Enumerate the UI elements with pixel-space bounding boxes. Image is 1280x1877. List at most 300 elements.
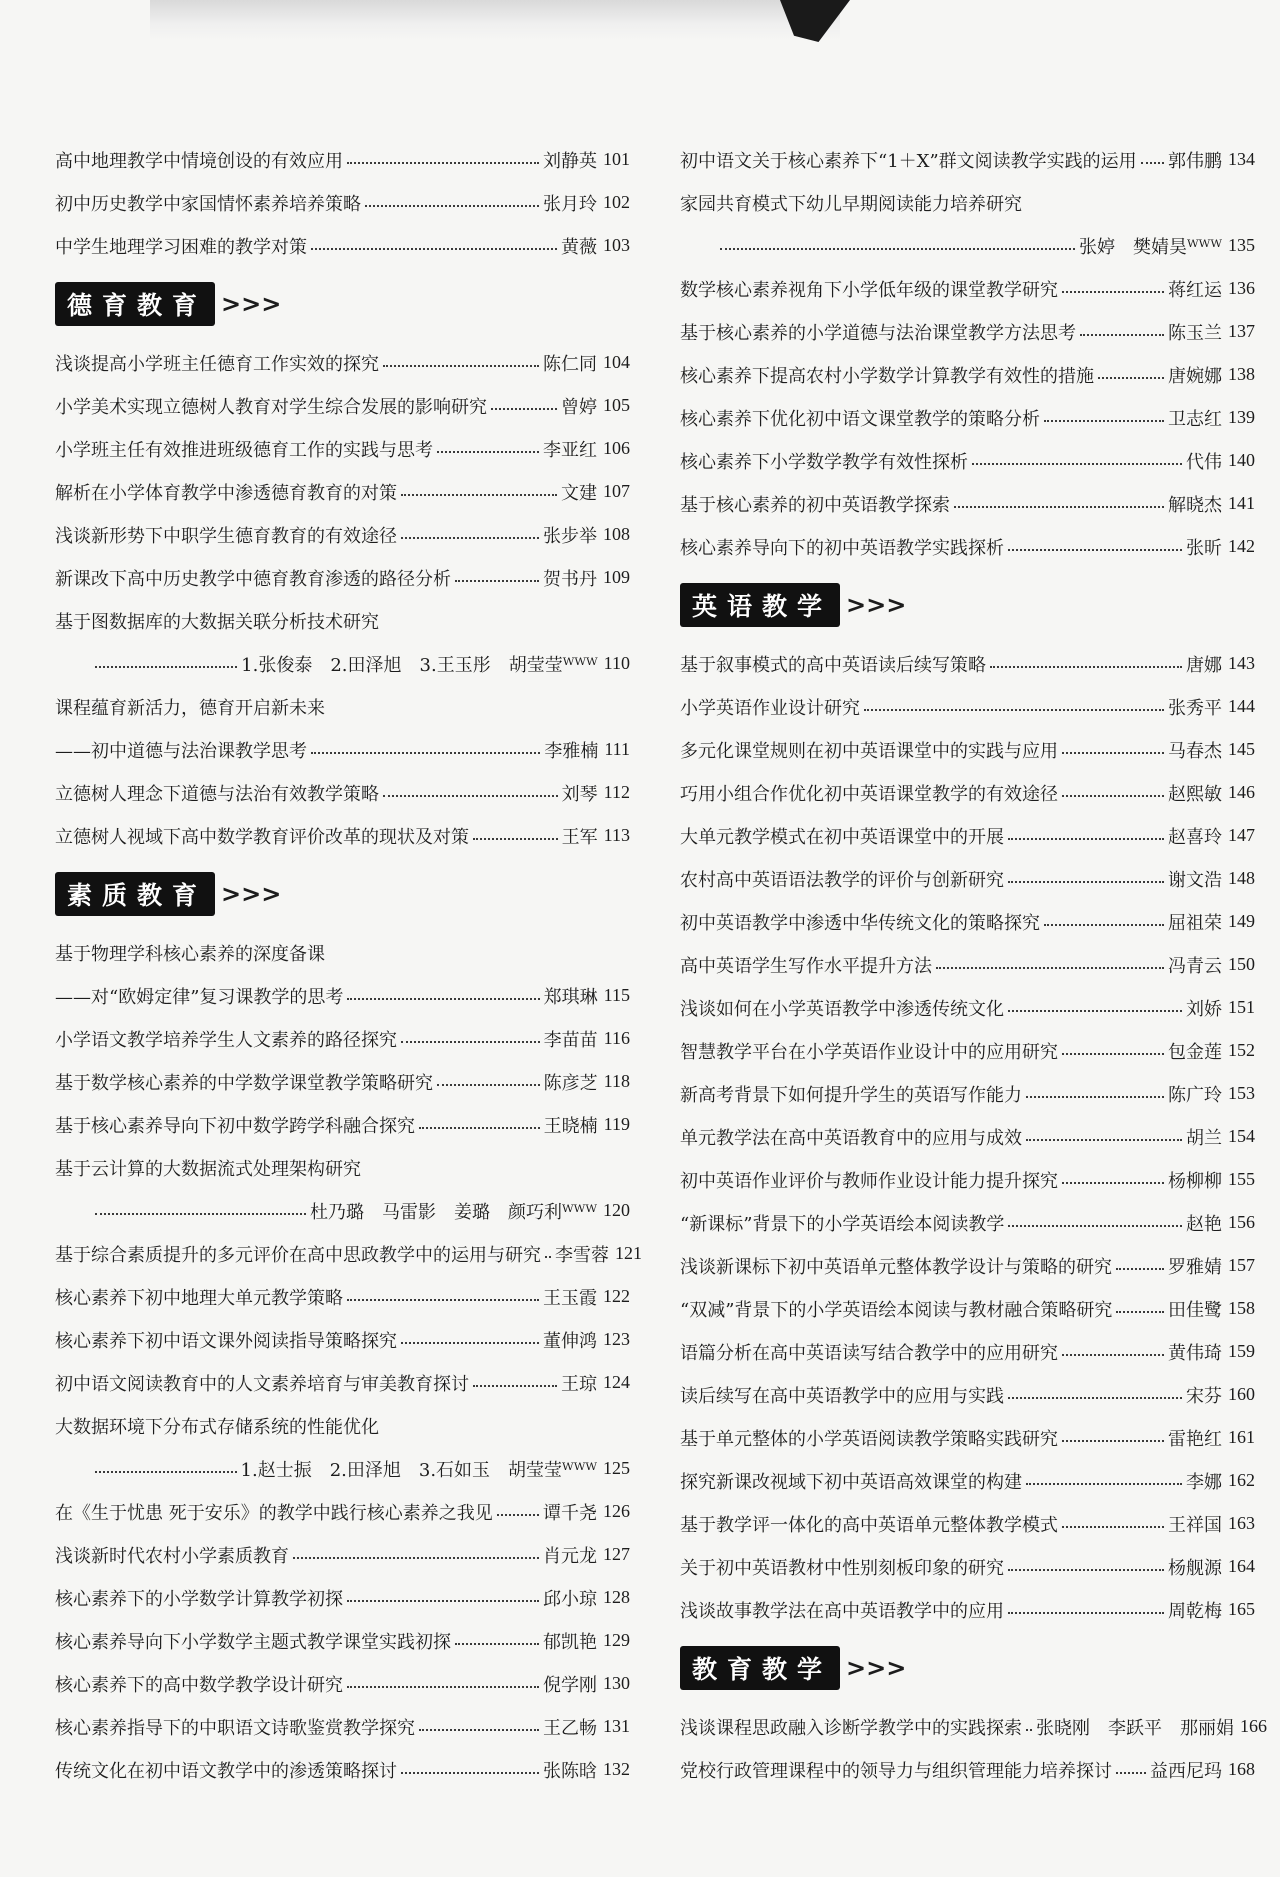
- dot-leader: [401, 531, 539, 539]
- entry-page: 154: [1228, 1126, 1255, 1146]
- dot-leader: [1026, 1477, 1182, 1485]
- entry-author: 谢文浩: [1168, 869, 1222, 891]
- toc-entry: [55, 1404, 630, 1447]
- entry-title: 核心素养下优化初中语文课堂教学的策略分析: [680, 408, 1040, 430]
- entry-author: 冯青云: [1168, 955, 1222, 977]
- section-title: 素质教育: [55, 872, 215, 916]
- entry-title: 单元教学法在高中英语教育中的应用与成效: [680, 1127, 1022, 1149]
- entry-title: 课程蕴育新活力，德育开启新未来: [55, 697, 325, 719]
- dot-leader: [437, 1078, 540, 1086]
- entry-title: 大数据环境下分布式存储系统的性能优化: [55, 1416, 379, 1438]
- dot-leader: [1008, 1563, 1164, 1571]
- entry-page: 129: [603, 1630, 630, 1650]
- entry-author: 蒋红运: [1168, 279, 1222, 301]
- toc-entry: [680, 181, 1255, 224]
- entry-title: “双减”背景下的小学英语绘本阅读与教材融合策略研究: [680, 1299, 1113, 1321]
- toc-entry: [680, 1705, 1267, 1748]
- toc-entry: [55, 1146, 630, 1189]
- toc-entry: [680, 353, 1255, 396]
- toc-entry: [680, 1502, 1255, 1545]
- dot-leader: [293, 1551, 539, 1559]
- toc-entry: [680, 857, 1255, 900]
- entry-page: 125: [603, 1458, 630, 1478]
- entry-author: 谭千尧: [543, 1502, 597, 1524]
- entry-page: 106: [603, 438, 630, 458]
- entry-author: 张婷 樊婧昊ᵂᵂᵂ: [1079, 236, 1222, 258]
- entry-title: 基于单元整体的小学英语阅读教学策略实践研究: [680, 1428, 1058, 1450]
- entry-title: 核心素养下初中语文课外阅读指导策略探究: [55, 1330, 397, 1352]
- entry-author: 胡兰: [1186, 1127, 1222, 1149]
- entry-title: 浅谈如何在小学英语教学中渗透传统文化: [680, 998, 1004, 1020]
- entry-title: 传统文化在初中语文教学中的渗透策略探讨: [55, 1760, 397, 1782]
- entry-page: 130: [603, 1673, 630, 1693]
- entry-title: 新课改下高中历史教学中德育教育渗透的路径分析: [55, 568, 451, 590]
- entry-title: ——初中道德与法治课教学思考: [55, 740, 307, 762]
- dot-leader: [95, 1465, 237, 1473]
- entry-author: 郁凯艳: [543, 1631, 597, 1653]
- toc-entry: [55, 1705, 630, 1748]
- entry-author: 邱小琼: [543, 1588, 597, 1610]
- entry-title: 初中英语教学中渗透中华传统文化的策略探究: [680, 912, 1040, 934]
- entry-page: 136: [1228, 278, 1255, 298]
- entry-title: 核心素养导向下的初中英语教学实践探析: [680, 537, 1004, 559]
- toc-entry: [55, 1533, 630, 1576]
- toc-entry: [680, 1115, 1255, 1158]
- entry-page: 122: [603, 1286, 630, 1306]
- dot-leader: [473, 832, 558, 840]
- entry-page: 139: [1228, 407, 1255, 427]
- entry-title: 基于核心素养的小学道德与法治课堂教学方法思考: [680, 322, 1076, 344]
- entry-author: 李雅楠: [544, 740, 599, 762]
- entry-page: 102: [603, 192, 630, 212]
- entry-title: 小学美术实现立德树人教育对学生综合发展的影响研究: [55, 396, 487, 418]
- entry-page: 160: [1228, 1384, 1255, 1404]
- dot-leader: [1044, 414, 1164, 422]
- page-top-band: [150, 0, 840, 40]
- dot-leader: [473, 1379, 557, 1387]
- dot-leader: [1080, 328, 1164, 336]
- toc-entry: [55, 1361, 630, 1404]
- entry-author: 雷艳红: [1168, 1428, 1222, 1450]
- entry-title: 立德树人理念下道德与法治有效教学策略: [55, 783, 379, 805]
- entry-title: ——对“欧姆定律”复习课教学的思考: [55, 986, 344, 1008]
- dot-leader: [1116, 1305, 1164, 1313]
- entry-author: 赵艳: [1186, 1213, 1222, 1235]
- dot-leader: [401, 1336, 539, 1344]
- toc-entry: [680, 1072, 1255, 1115]
- toc-right-column: [680, 138, 1267, 1791]
- dot-leader: [383, 789, 558, 797]
- entry-title: 初中语文阅读教育中的人文素养培育与审美教育探讨: [55, 1373, 469, 1395]
- dot-leader: [1062, 1176, 1164, 1184]
- toc-entry: [55, 181, 630, 224]
- toc-entry: [680, 814, 1255, 857]
- toc-entry: [55, 1017, 630, 1060]
- dot-leader: [1062, 1348, 1164, 1356]
- dot-leader: [401, 1035, 540, 1043]
- entry-page: 164: [1228, 1556, 1255, 1576]
- entry-page: 145: [1228, 739, 1255, 759]
- toc-entry: [680, 525, 1255, 568]
- entry-title: 初中历史教学中家国情怀素养培养策略: [55, 193, 361, 215]
- entry-author: 赵熙敏: [1168, 783, 1222, 805]
- entry-title: 浅谈新时代农村小学素质教育: [55, 1545, 289, 1567]
- dot-leader: [936, 961, 1164, 969]
- dot-leader: [95, 660, 237, 668]
- entry-author: 王玉霞: [543, 1287, 597, 1309]
- entry-page: 131: [603, 1716, 630, 1736]
- toc-entry: [680, 1287, 1255, 1330]
- entry-author: 黄伟琦: [1168, 1342, 1222, 1364]
- entry-author: 刘琴: [561, 783, 598, 805]
- dot-leader: [1062, 746, 1164, 754]
- entry-author: 倪学刚: [543, 1674, 597, 1696]
- entry-page: 101: [603, 149, 630, 169]
- entry-author: 王晓楠: [543, 1115, 598, 1137]
- entry-title: 高中英语学生写作水平提升方法: [680, 955, 932, 977]
- dot-leader: [1026, 1723, 1032, 1731]
- toc-entry: [55, 1189, 630, 1232]
- toc-entry: [680, 224, 1255, 267]
- entry-page: 119: [603, 1114, 630, 1134]
- toc-entry: [55, 341, 630, 384]
- entry-author: 曾婷: [561, 396, 597, 418]
- entry-page: 156: [1228, 1212, 1255, 1232]
- entry-page: 132: [603, 1759, 630, 1779]
- entry-title: “新课标”背景下的小学英语绘本阅读教学: [680, 1213, 1005, 1235]
- toc-entry: [680, 900, 1255, 943]
- dot-leader: [401, 1766, 539, 1774]
- entry-title: 核心素养下的小学数学计算教学初探: [55, 1588, 343, 1610]
- toc-entry: [680, 396, 1255, 439]
- toc-entry: [55, 1748, 630, 1791]
- dot-leader: [1116, 1766, 1146, 1774]
- entry-page: 104: [603, 352, 630, 372]
- entry-title: 基于教学评一体化的高中英语单元整体教学模式: [680, 1514, 1058, 1536]
- entry-author: 包金莲: [1168, 1041, 1222, 1063]
- section-header: [680, 574, 1255, 636]
- entry-page: 107: [603, 481, 630, 501]
- entry-title: 新高考背景下如何提升学生的英语写作能力: [680, 1084, 1022, 1106]
- entry-title: 核心素养导向下小学数学主题式教学课堂实践初探: [55, 1631, 451, 1653]
- toc-entry: [680, 771, 1255, 814]
- entry-page: 112: [603, 782, 630, 802]
- dot-leader: [972, 457, 1182, 465]
- toc-entry: [680, 482, 1255, 525]
- dot-leader: [1008, 1606, 1164, 1614]
- entry-title: 数学核心素养视角下小学低年级的课堂教学研究: [680, 279, 1058, 301]
- toc-entry: [55, 642, 630, 685]
- entry-page: 121: [615, 1243, 642, 1263]
- toc-entry: [55, 1490, 630, 1533]
- toc-entry: [680, 1158, 1255, 1201]
- entry-author: 陈彦芝: [543, 1072, 598, 1094]
- entry-page: 142: [1228, 536, 1255, 556]
- toc-entry: [680, 986, 1255, 1029]
- entry-page: 163: [1228, 1513, 1255, 1533]
- dot-leader: [1062, 789, 1164, 797]
- dot-leader: [545, 1250, 551, 1258]
- entry-author: 张陈晗: [543, 1760, 597, 1782]
- dot-leader: [383, 359, 539, 367]
- entry-author: 李亚红: [543, 439, 597, 461]
- entry-author: 宋芬: [1186, 1385, 1222, 1407]
- toc-entry: [55, 771, 630, 814]
- entry-title: 基于物理学科核心素养的深度备课: [55, 943, 325, 965]
- toc-entry: [680, 1330, 1255, 1373]
- dot-leader: [497, 1508, 539, 1516]
- section-arrows: >>>: [846, 1654, 907, 1682]
- entry-title: 浅谈新课标下初中英语单元整体教学设计与策略的研究: [680, 1256, 1112, 1278]
- toc-entry: [680, 685, 1255, 728]
- toc-entry: [680, 1588, 1255, 1631]
- dot-leader: [954, 500, 1164, 508]
- toc-entry: [680, 943, 1255, 986]
- toc-entry: [55, 1619, 630, 1662]
- toc-entry: [55, 974, 630, 1017]
- toc-entry: [55, 931, 630, 974]
- entry-author: 张步举: [543, 525, 597, 547]
- entry-author: 1.赵士振 2.田泽旭 3.石如玉 胡莹莹ᵂᵂᵂ: [240, 1459, 597, 1481]
- entry-author: 刘娇: [1186, 998, 1222, 1020]
- entry-title: 中学生地理学习困难的教学对策: [55, 236, 307, 258]
- dot-leader: [1008, 875, 1164, 883]
- entry-title: 立德树人视域下高中数学教育评价改革的现状及对策: [55, 826, 469, 848]
- entry-page: 146: [1228, 782, 1255, 802]
- entry-page: 161: [1228, 1427, 1255, 1447]
- entry-author: 唐婉娜: [1168, 365, 1222, 387]
- entry-author: 杨柳柳: [1168, 1170, 1222, 1192]
- toc-entry: [55, 224, 630, 267]
- entry-author: 王琼: [561, 1373, 597, 1395]
- entry-author: 杨舰源: [1168, 1557, 1222, 1579]
- entry-author: 代伟: [1186, 451, 1222, 473]
- dot-leader: [1044, 918, 1164, 926]
- entry-page: 151: [1228, 997, 1255, 1017]
- section-header: [55, 863, 630, 925]
- entry-author: 张昕: [1186, 537, 1222, 559]
- entry-author: 陈仁同: [543, 353, 597, 375]
- entry-title: 浅谈故事教学法在高中英语教学中的应用: [680, 1600, 1004, 1622]
- toc-entry: [55, 513, 630, 556]
- entry-author: 陈玉兰: [1168, 322, 1222, 344]
- toc-entry: [680, 439, 1255, 482]
- entry-title: 浅谈提高小学班主任德育工作实效的探究: [55, 353, 379, 375]
- entry-page: 126: [603, 1501, 630, 1521]
- entry-author: 解晓杰: [1168, 494, 1222, 516]
- entry-page: 123: [603, 1329, 630, 1349]
- entry-author: 郭伟鹏: [1168, 150, 1222, 172]
- entry-title: 语篇分析在高中英语读写结合教学中的应用研究: [680, 1342, 1058, 1364]
- entry-page: 115: [603, 985, 630, 1005]
- entry-author: 陈广玲: [1168, 1084, 1222, 1106]
- toc-entry: [680, 267, 1255, 310]
- toc-entry: [55, 1447, 630, 1490]
- toc-entry: [680, 1029, 1255, 1072]
- entry-author: 马春杰: [1168, 740, 1222, 762]
- toc-entry: [680, 1373, 1255, 1416]
- toc-entry: [680, 138, 1255, 181]
- entry-author: 王祥国: [1168, 1514, 1222, 1536]
- toc-entry: [55, 1576, 630, 1619]
- entry-page: 113: [603, 825, 630, 845]
- toc-entry: [55, 1662, 630, 1705]
- entry-page: 141: [1228, 493, 1255, 513]
- entry-page: 135: [1228, 235, 1255, 255]
- section-title: 教育教学: [680, 1646, 840, 1690]
- entry-title: 基于叙事模式的高中英语读后续写策略: [680, 654, 986, 676]
- toc-entry: [55, 1232, 642, 1275]
- entry-page: 159: [1228, 1341, 1255, 1361]
- entry-page: 103: [603, 235, 630, 255]
- entry-title: 多元化课堂规则在初中英语课堂中的实践与应用: [680, 740, 1058, 762]
- entry-page: 150: [1228, 954, 1255, 974]
- dot-leader: [1062, 1434, 1164, 1442]
- entry-author: 王乙畅: [543, 1717, 597, 1739]
- dot-leader: [311, 242, 557, 250]
- dot-leader: [1098, 371, 1164, 379]
- dot-leader: [455, 1637, 539, 1645]
- toc-entry: [55, 427, 630, 470]
- dot-leader: [1008, 1004, 1182, 1012]
- dot-leader: [365, 199, 539, 207]
- section-arrows: >>>: [221, 290, 282, 318]
- entry-page: 116: [603, 1028, 630, 1048]
- toc-entry: [55, 814, 630, 857]
- entry-author: 唐娜: [1186, 654, 1222, 676]
- toc-entry: [55, 1318, 630, 1361]
- toc-entry: [680, 1545, 1255, 1588]
- entry-page: 109: [603, 567, 630, 587]
- entry-page: 105: [603, 395, 630, 415]
- entry-author: 刘静英: [543, 150, 597, 172]
- dot-leader: [1026, 1090, 1164, 1098]
- entry-page: 144: [1228, 696, 1255, 716]
- section-title: 英语教学: [680, 583, 840, 627]
- entry-page: 147: [1228, 825, 1255, 845]
- toc-entry: [680, 642, 1255, 685]
- entry-title: 初中语文关于核心素养下“1＋X”群文阅读教学实践的运用: [680, 150, 1137, 172]
- dot-leader: [1062, 1520, 1164, 1528]
- entry-title: 在《生于忧患 死于安乐》的教学中践行核心素养之我见: [55, 1502, 493, 1524]
- entry-title: 核心素养下提高农村小学数学计算教学有效性的措施: [680, 365, 1094, 387]
- toc-entry: [55, 728, 630, 771]
- entry-title: 基于核心素养导向下初中数学跨学科融合探究: [55, 1115, 415, 1137]
- entry-page: 111: [604, 739, 630, 759]
- entry-title: 浅谈课程思政融入诊断学教学中的实践探索: [680, 1717, 1022, 1739]
- entry-author: 杜乃璐 马雷影 姜璐 颜巧利ᵂᵂᵂ: [310, 1201, 597, 1223]
- dot-leader: [347, 156, 539, 164]
- toc-entry: [55, 685, 630, 728]
- dot-leader: [1008, 832, 1164, 840]
- entry-page: 149: [1228, 911, 1255, 931]
- entry-page: 127: [603, 1544, 630, 1564]
- dot-leader: [491, 402, 557, 410]
- entry-title: 基于图数据库的大数据关联分析技术研究: [55, 611, 379, 633]
- entry-page: 137: [1228, 321, 1255, 341]
- entry-page: 108: [603, 524, 630, 544]
- entry-title: 农村高中英语语法教学的评价与创新研究: [680, 869, 1004, 891]
- dot-leader: [1008, 1219, 1182, 1227]
- dot-leader: [1026, 1133, 1182, 1141]
- entry-page: 148: [1228, 868, 1255, 888]
- entry-author: 屈祖荣: [1168, 912, 1222, 934]
- entry-author: 益西尼玛: [1150, 1760, 1222, 1782]
- entry-page: 165: [1228, 1599, 1255, 1619]
- entry-page: 128: [603, 1587, 630, 1607]
- entry-title: 基于数学核心素养的中学数学课堂教学策略研究: [55, 1072, 433, 1094]
- toc-entry: [55, 138, 630, 181]
- entry-title: 大单元教学模式在初中英语课堂中的开展: [680, 826, 1004, 848]
- dot-leader: [347, 1293, 539, 1301]
- entry-page: 157: [1228, 1255, 1255, 1275]
- entry-title: 核心素养下的高中数学教学设计研究: [55, 1674, 343, 1696]
- entry-author: 张月玲: [543, 193, 597, 215]
- entry-page: 166: [1240, 1716, 1267, 1736]
- entry-title: 解析在小学体育教学中渗透德育教育的对策: [55, 482, 397, 504]
- entry-title: 党校行政管理课程中的领导力与组织管理能力培养探讨: [680, 1760, 1112, 1782]
- dot-leader: [990, 660, 1182, 668]
- entry-page: 168: [1228, 1759, 1255, 1779]
- entry-title: 浅谈新形势下中职学生德育教育的有效途径: [55, 525, 397, 547]
- entry-author: 文建: [561, 482, 597, 504]
- entry-page: 153: [1228, 1083, 1255, 1103]
- entry-author: 董伸鸿: [543, 1330, 597, 1352]
- entry-title: 核心素养下小学数学教学有效性探析: [680, 451, 968, 473]
- entry-author: 贺书丹: [543, 568, 597, 590]
- entry-page: 118: [603, 1071, 630, 1091]
- dot-leader: [347, 992, 539, 1000]
- toc-entry: [680, 728, 1255, 771]
- dot-leader: [455, 574, 539, 582]
- entry-title: 读后续写在高中英语教学中的应用与实践: [680, 1385, 1004, 1407]
- dot-leader: [1062, 1047, 1164, 1055]
- entry-page: 158: [1228, 1298, 1255, 1318]
- entry-author: 郑琪琳: [543, 986, 598, 1008]
- entry-page: 152: [1228, 1040, 1255, 1060]
- toc-entry: [680, 1459, 1255, 1502]
- entry-page: 155: [1228, 1169, 1255, 1189]
- toc-entry: [680, 1748, 1255, 1791]
- entry-title: 高中地理教学中情境创设的有效应用: [55, 150, 343, 172]
- dot-leader: [419, 1121, 540, 1129]
- entry-author: 卫志红: [1168, 408, 1222, 430]
- entry-author: 王军: [561, 826, 598, 848]
- toc-entry: [680, 1416, 1255, 1459]
- dot-leader: [419, 1723, 539, 1731]
- dot-leader: [1116, 1262, 1164, 1270]
- section-arrows: >>>: [221, 880, 282, 908]
- entry-title: 基于核心素养的初中英语教学探索: [680, 494, 950, 516]
- dot-leader: [1008, 1391, 1182, 1399]
- section-title: 德育教育: [55, 282, 215, 326]
- entry-title: 基于综合素质提升的多元评价在高中思政教学中的运用与研究: [55, 1244, 541, 1266]
- dot-leader: [720, 242, 1075, 250]
- section-header: [680, 1637, 1255, 1699]
- entry-title: 核心素养下初中地理大单元教学策略: [55, 1287, 343, 1309]
- dot-leader: [95, 1207, 306, 1215]
- entry-author: 李娜: [1186, 1471, 1222, 1493]
- entry-page: 110: [603, 653, 630, 673]
- toc-entry: [680, 1244, 1255, 1287]
- toc-entry: [680, 310, 1255, 353]
- entry-page: 162: [1228, 1470, 1255, 1490]
- entry-title: 智慧教学平台在小学英语作业设计中的应用研究: [680, 1041, 1058, 1063]
- entry-page: 120: [603, 1200, 630, 1220]
- entry-title: 小学语文教学培养学生人文素养的路径探究: [55, 1029, 397, 1051]
- toc-entry: [55, 1103, 630, 1146]
- entry-author: 田佳鹭: [1168, 1299, 1222, 1321]
